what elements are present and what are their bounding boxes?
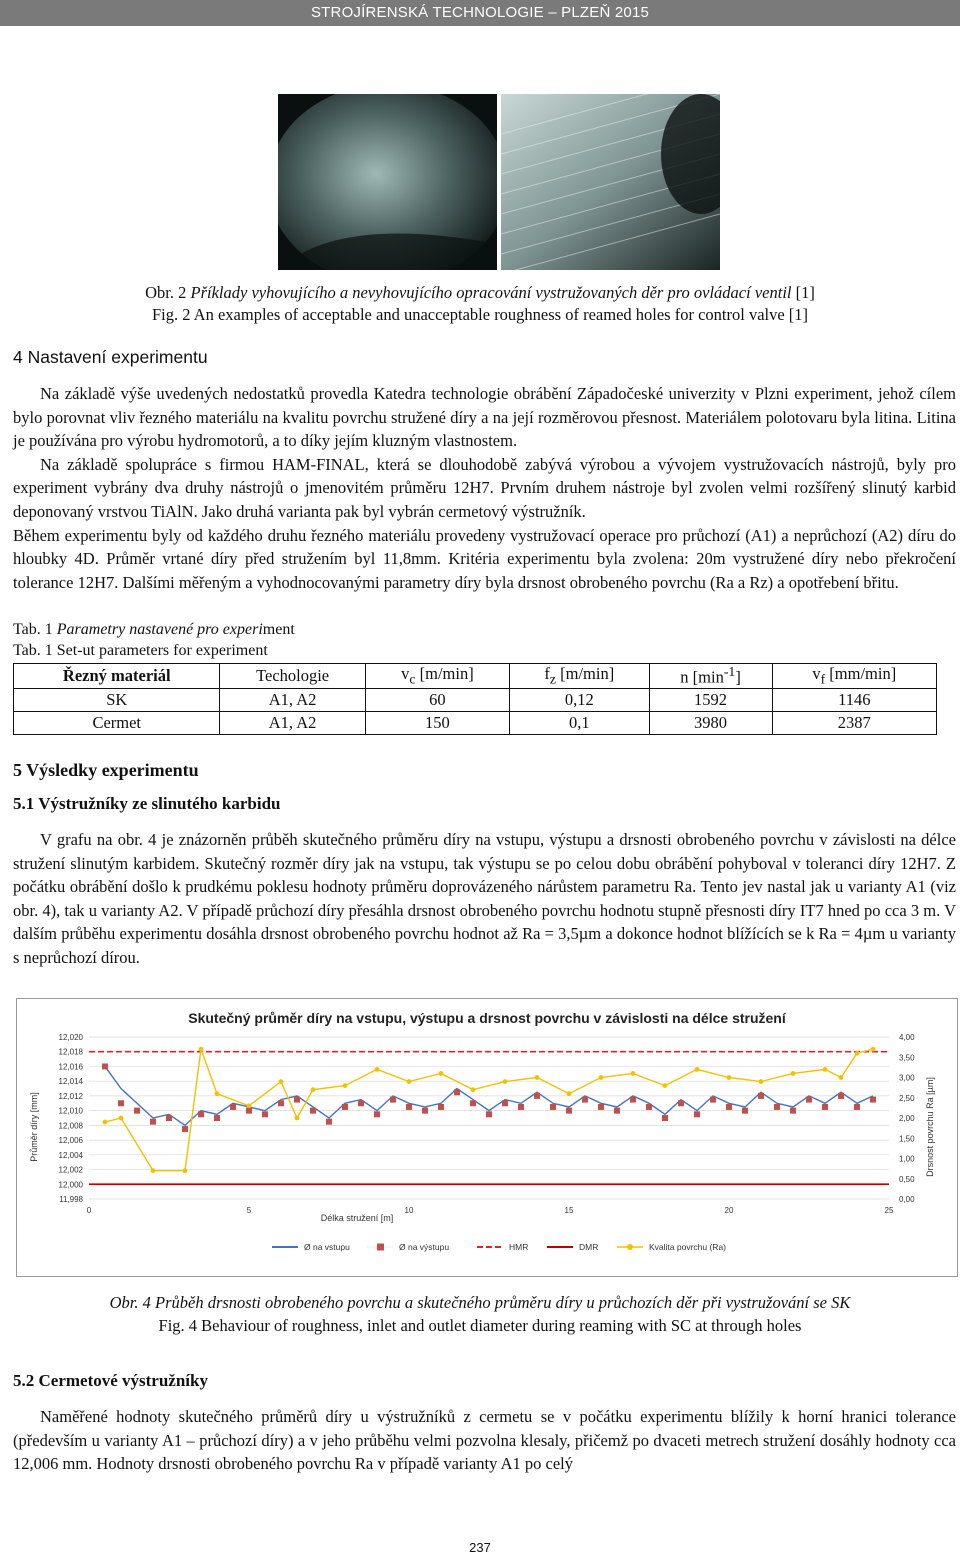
outlet-point: [294, 1097, 300, 1103]
table-cell: 1592: [649, 688, 772, 711]
ra-point: [199, 1047, 204, 1052]
table1-caption-prefix: Tab. 1: [13, 621, 57, 638]
y-right-tick-label: 2,00: [899, 1114, 915, 1123]
page-header: [0, 0, 960, 26]
ra-point: [375, 1067, 380, 1072]
outlet-point: [774, 1104, 780, 1110]
section4-paragraph-1: Na základě výše uvedených nedostatků provedla Katedra technologie obrábění Západočeské univerzity v Plzni experiment, jehož cílem bylo porovnat vliv řezného materiálu na kvalitu povrchu stružené díry a na její rozměrovou přesnost. Materiálem polotovaru byla litina. Litina je používána pro výrobu hydromotorů, a to díky jejím kluzným vlastnostem.: [13, 384, 956, 451]
y-left-tick-label: 12,002: [58, 1165, 83, 1175]
y-right-tick-label: 0,50: [899, 1174, 915, 1184]
outlet-point: [710, 1097, 716, 1103]
y-right-tick-label: 4,00: [899, 1033, 915, 1042]
section4-heading: 4 Nastavení experimentu: [13, 347, 208, 367]
table-cell: 2387: [772, 711, 936, 734]
table-cell: Cermet: [14, 711, 220, 734]
acceptable-surface-photo: [278, 94, 497, 270]
section4-paragraph-2: Na základě spolupráce s firmou HAM-FINAL, která se dlouhodobě zabývá výrobou a vývojem vystružovacích nástrojů, byly pro experiment vybrány dva druhy nástrojů o jmenovitém průměru 12H7. Prvním druhem nástroje byl zvolen velmi rozšířený slinutý karbid deponovaný vrstvou TiAlN. Jako druhá varianta pak byl vybrán cermetový výstružník.: [13, 454, 956, 521]
ra-point: [119, 1116, 124, 1121]
outlet-point: [630, 1097, 636, 1103]
outlet-point: [326, 1119, 332, 1125]
section5-1-heading: 5.1 Výstružníky ze slinutého karbidu: [13, 794, 281, 813]
ra-point: [695, 1067, 700, 1072]
section5-2-body: [13, 1405, 956, 1476]
outlet-point: [614, 1108, 620, 1114]
table-header-cell: $v_c$ [m/min]: [365, 664, 509, 689]
outlet-point: [470, 1100, 476, 1106]
outlet-point: [262, 1111, 268, 1117]
outlet-point: [102, 1063, 108, 1069]
chart-grid: [89, 1037, 889, 1199]
table-header-row: [14, 664, 937, 689]
ra-point: [503, 1079, 508, 1084]
ra-point: [103, 1120, 108, 1125]
figure2-caption-ref: [1]: [791, 283, 815, 302]
section4-body: [13, 382, 956, 594]
outlet-point: [214, 1115, 220, 1121]
table-header-cell: $f_z$ [m/min]: [510, 664, 649, 689]
ra-point: [535, 1075, 540, 1080]
outlet-point: [598, 1104, 604, 1110]
y-right-tick-label: 1,50: [899, 1134, 915, 1144]
outlet-point: [230, 1104, 236, 1110]
figure4-caption-cz: [0, 1293, 960, 1313]
x-tick-label: 0: [86, 1206, 92, 1215]
table1-caption-tail: ment: [262, 621, 295, 638]
figure2-caption-text: Příklady vyhovujícího a nevyhovujícího opracování vystružovaných děr pro ovládací ventil: [190, 283, 792, 302]
outlet-point: [182, 1126, 188, 1132]
table-cell: 0,12: [510, 688, 649, 711]
y-left-tick-label: 11,998: [59, 1195, 83, 1204]
page-number: 237: [469, 1540, 491, 1555]
outlet-point: [502, 1100, 508, 1106]
y-right-tick-label: 2,50: [899, 1093, 915, 1103]
legend-swatch: [627, 1244, 633, 1250]
x-tick-label: 5: [246, 1206, 252, 1215]
outlet-point: [438, 1104, 444, 1110]
y-right-tick-label: 3,00: [899, 1073, 915, 1083]
y-right-tick-label: 3,50: [899, 1053, 915, 1063]
ra-point: [567, 1091, 572, 1096]
x-tick-label: 10: [404, 1206, 414, 1215]
outlet-point: [390, 1097, 396, 1103]
table-cell: 150: [365, 711, 509, 734]
y-left-tick-label: 12,006: [58, 1136, 83, 1146]
legend-label: HMR: [509, 1242, 529, 1252]
outlet-point: [134, 1108, 140, 1114]
outlet-point: [742, 1108, 748, 1114]
y-left-tick-label: 12,004: [58, 1150, 83, 1160]
ra-point: [871, 1047, 876, 1052]
section5-heading: 5 Výsledky experimentu: [13, 760, 199, 780]
section4-paragraph-3: Během experimentu byly od každého druhu řezného materiálu provedeny vystružovací operace pro průchozí (A1) a neprůchozí (A2) díru do hloubky 4D. Průměr vrtané díry před stružením byl 11,8mm. Kritéria experimentu byla zvolena: 20m vystružené díry nebo překročení tolerance 12H7. Dalšími měřeným a vyhodnocovanými parametry díry byla drsnost obrobeného povrchu (Ra a Rz) a opotřebení břitu.: [13, 525, 956, 592]
outlet-point: [726, 1104, 732, 1110]
ra-point: [599, 1075, 604, 1080]
x-tick-label: 25: [884, 1206, 894, 1215]
ra-point: [663, 1083, 668, 1088]
figure4-caption-en: Fig. 4 Behaviour of roughness, inlet and outlet diameter during reaming with SC at through holes: [158, 1316, 802, 1335]
legend-label: DMR: [579, 1242, 599, 1252]
outlet-point: [838, 1093, 844, 1099]
outlet-point: [118, 1100, 124, 1106]
outlet-point: [822, 1104, 828, 1110]
figure2-photos: [278, 94, 720, 270]
table-cell: 3980: [649, 711, 772, 734]
ra-point: [823, 1067, 828, 1072]
outlet-point: [662, 1115, 668, 1121]
legend-swatch: [377, 1244, 384, 1251]
outlet-point: [870, 1097, 876, 1103]
table-header-cell: Řezný materiál: [14, 664, 220, 689]
outlet-point: [406, 1104, 412, 1110]
table1-caption-text: Parametry nastavené pro experi: [56, 621, 263, 638]
outlet-point: [534, 1093, 540, 1099]
outlet-point: [486, 1111, 492, 1117]
ra-point: [727, 1075, 732, 1080]
ra-point: [215, 1091, 220, 1096]
y-left-tick-label: 12,010: [58, 1106, 83, 1116]
outlet-point: [422, 1108, 428, 1114]
y-left-tick-label: 12,012: [58, 1091, 83, 1101]
table-cell: 1146: [772, 688, 936, 711]
outlet-point: [342, 1104, 348, 1110]
ra-point: [295, 1116, 300, 1121]
outlet-point: [694, 1111, 700, 1117]
ra-point: [759, 1079, 764, 1084]
outlet-point: [550, 1104, 556, 1110]
chart-svg: [17, 999, 957, 1276]
table-header-cell: Techologie: [220, 664, 365, 689]
figure4-chart: [16, 998, 958, 1277]
ra-point: [247, 1103, 252, 1108]
figure4-caption-text: Obr. 4 Průběh drsnosti obrobeného povrchu a skutečného průměru díry u průchozích děr při vystružování se SK: [109, 1293, 851, 1312]
ra-point: [791, 1071, 796, 1076]
figure2-caption-cz: [0, 283, 960, 303]
chart-title: Skutečný průměr díry na vstupu, výstupu a drsnost povrchu v závislosti na délce stružení: [188, 1010, 786, 1026]
section5-1-body: [13, 828, 956, 970]
table1-caption-en: Tab. 1 Set-ut parameters for experiment: [13, 642, 268, 659]
ra-point: [439, 1071, 444, 1076]
ra-point: [279, 1079, 284, 1084]
outlet-point: [246, 1108, 252, 1114]
y-left-tick-label: 12,014: [58, 1077, 83, 1087]
outlet-point: [854, 1104, 860, 1110]
figure2-caption-prefix: Obr. 2: [145, 283, 191, 302]
ra-point: [855, 1051, 860, 1056]
header-title: STROJÍRENSKÁ TECHNOLOGIE – PLZEŇ 2015: [310, 4, 650, 21]
legend-label: Ø na vstupu: [304, 1242, 350, 1252]
outlet-point: [566, 1108, 572, 1114]
section5-2-heading: 5.2 Cermetové výstružníky: [13, 1371, 208, 1390]
y-left-tick-label: 12,020: [58, 1033, 83, 1042]
legend-label: Kvalita povrchu (Ra): [649, 1242, 727, 1252]
outlet-point: [358, 1100, 364, 1106]
outlet-point: [150, 1119, 156, 1125]
y-right-tick-label: 1,00: [899, 1154, 915, 1164]
legend-label: Ø na výstupu: [399, 1242, 450, 1252]
y-axis-left-label: Průměr díry [mm]: [29, 1092, 39, 1162]
section5-2-paragraph: Naměřené hodnoty skutečného průměrů díry u výstružníků z cermetu se v počátku experimentu blížily k horní hranici tolerance (především u varianty A1 – průchozí díry) a v jeho průběhu velmi pozvolna klesaly, přičemž po dvaceti metrech stružení dosáhly hodnoty cca 12,006 mm. Hodnoty drsnosti obrobeného povrchu Ra v případě varianty A1 po celý: [13, 1407, 956, 1474]
ra-point: [311, 1087, 316, 1092]
ra-point: [151, 1168, 156, 1173]
table-cell: A1, A2: [220, 711, 365, 734]
outlet-point: [518, 1104, 524, 1110]
chart-legend: [272, 1242, 726, 1252]
outlet-point: [678, 1100, 684, 1106]
x-tick-label: 20: [724, 1206, 734, 1215]
x-tick-label: 15: [564, 1206, 574, 1215]
table-cell: 0,1: [510, 711, 649, 734]
outlet-point: [198, 1111, 204, 1117]
ra-point: [471, 1087, 476, 1092]
ra-point: [343, 1083, 348, 1088]
outlet-point: [166, 1115, 172, 1121]
y-left-tick-label: 12,000: [58, 1180, 83, 1190]
parameters-table: [13, 663, 937, 735]
outlet-point: [310, 1108, 316, 1114]
outlet-point: [646, 1104, 652, 1110]
table-cell: A1, A2: [220, 688, 365, 711]
table-header-cell: $v_f$ [mm/min]: [772, 664, 936, 689]
outlet-point: [806, 1097, 812, 1103]
ra-point: [407, 1079, 412, 1084]
table-header-cell: n $[\min^{-1}]$: [649, 664, 772, 689]
outlet-point: [374, 1111, 380, 1117]
y-left-tick-label: 12,018: [58, 1047, 83, 1057]
y-left-tick-label: 12,016: [58, 1062, 83, 1072]
figure2-caption-en: Fig. 2 An examples of acceptable and unacceptable roughness of reamed holes for control valve [1]: [151, 305, 809, 324]
outlet-point: [790, 1108, 796, 1114]
section5-1-paragraph: V grafu na obr. 4 je znázorněn průběh skutečného průměru díry na vstupu, výstupu a drsnosti obrobeného povrchu v závislosti na délce stružení slinutým karbidem. Skutečný rozměr díry jak na vstupu, tak výstupu se po celou dobu obrábění pohyboval v toleranci díry 12H7. Z počátku obrábění došlo k prudkému poklesu hodnoty průměru doprovázeného nárůstem parametru Ra. Tento jev nastal jak u varianty A1 (viz obr. 4), tak u varianty A2. V případě průchozí díry přesáhla drsnost obrobeného povrchu hodnotu stupně přesnosti díry IT7 hned po cca 3 m. V dalším průběhu experimentu dosáhla drsnost obrobeného povrchu hodnot až Ra = 3,5µm a dokonce hodnot blížících se k Ra = 4µm u varianty s neprůchozí dírou.: [13, 830, 956, 967]
ra-point: [631, 1071, 636, 1076]
chart-series: [89, 1047, 889, 1185]
outlet-point: [758, 1093, 764, 1099]
ra-point: [183, 1168, 188, 1173]
y-right-tick-label: 0,00: [899, 1195, 915, 1204]
table-row: [14, 688, 937, 711]
ra-point: [839, 1075, 844, 1080]
x-axis-label: Délka stružení [m]: [320, 1213, 394, 1223]
unacceptable-surface-photo: [501, 94, 720, 270]
table-row: [14, 711, 937, 734]
table1-caption-cz: [13, 621, 295, 639]
outlet-point: [454, 1089, 460, 1095]
outlet-point: [582, 1097, 588, 1103]
y-axis-right-label: Drsnost povrchu Ra [µm]: [925, 1077, 935, 1177]
table-cell: 60: [365, 688, 509, 711]
outlet-point: [278, 1100, 284, 1106]
y-left-tick-label: 12,008: [58, 1121, 83, 1131]
table-cell: SK: [14, 688, 220, 711]
